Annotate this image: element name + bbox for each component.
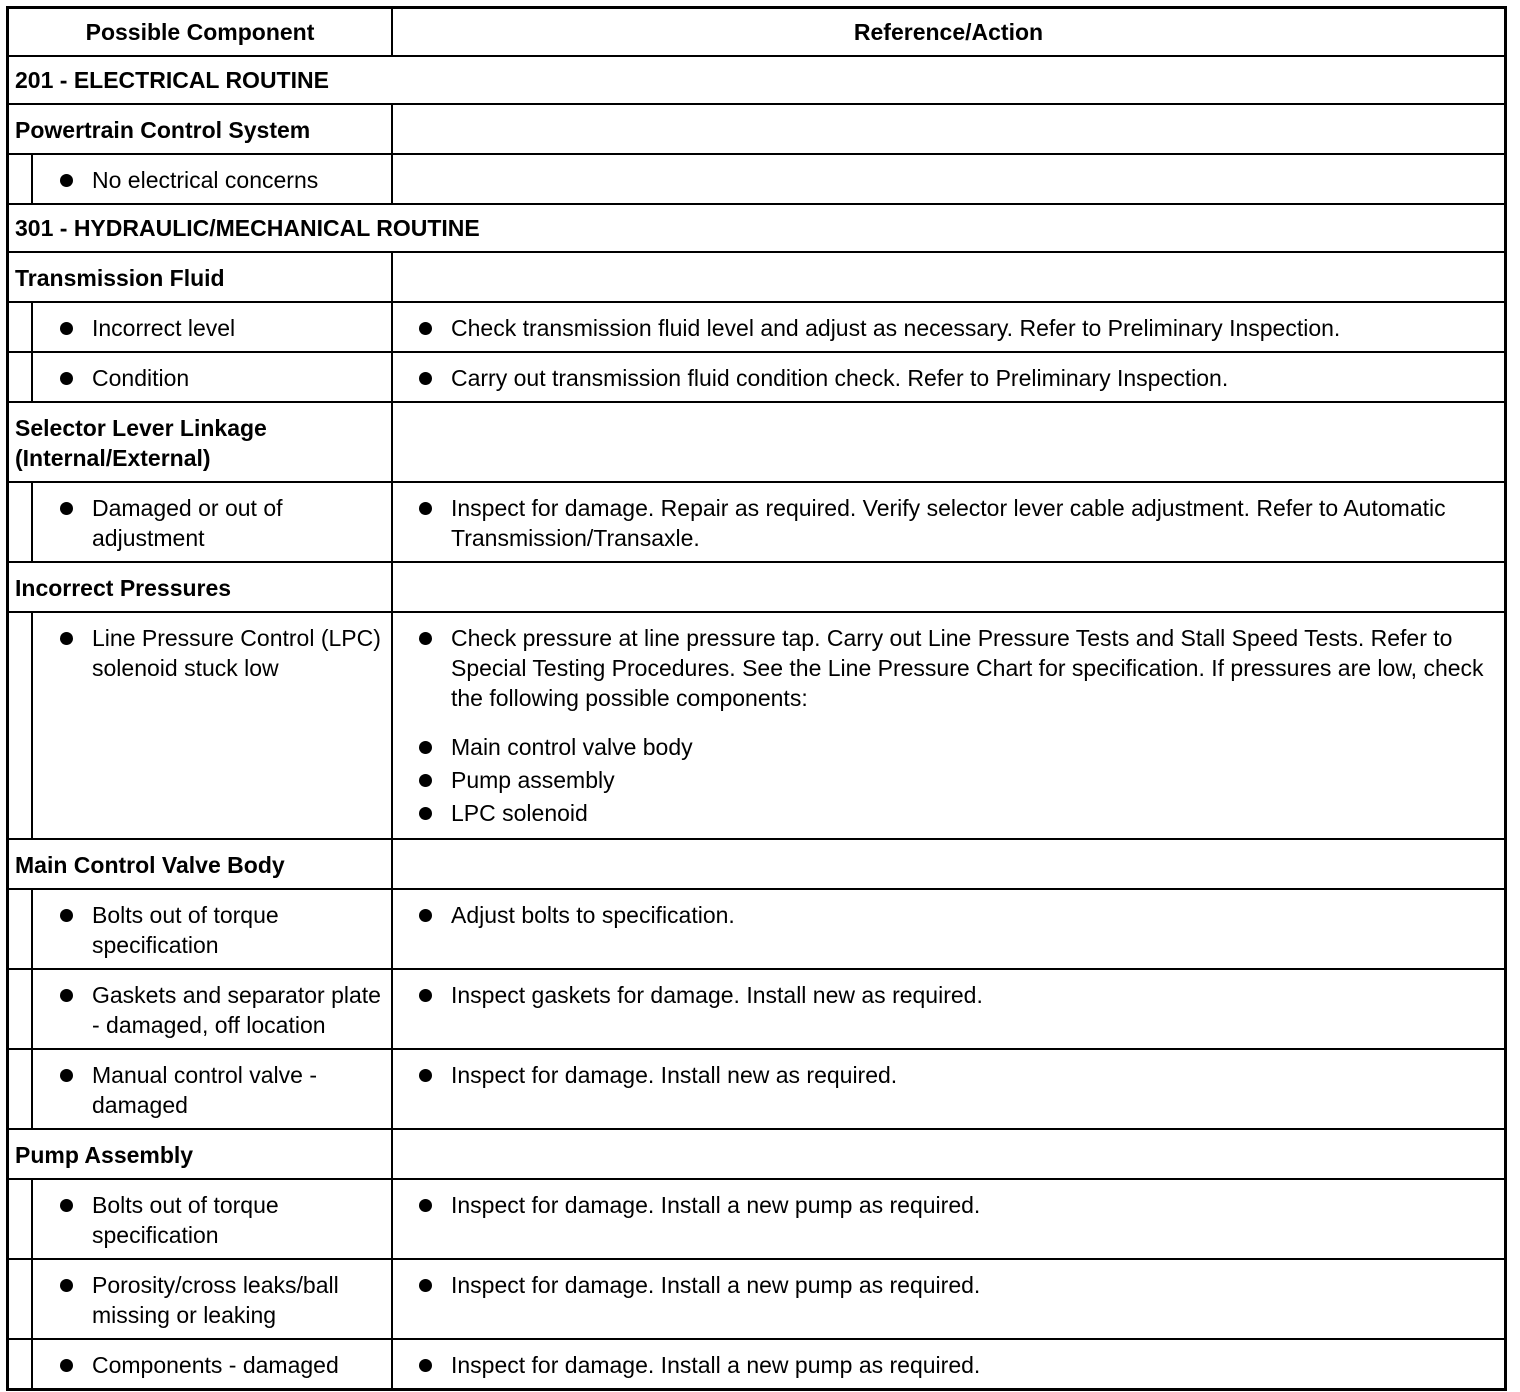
bullet-icon — [60, 174, 73, 187]
bullet-icon — [419, 322, 432, 335]
bullet-icon — [419, 1359, 432, 1372]
group-title: Pump Assembly — [9, 1130, 393, 1178]
empty-action-cell — [393, 563, 1504, 611]
empty-action-cell — [393, 840, 1504, 888]
list-item: Main control valve body — [419, 731, 1492, 764]
action-text: Inspect for damage. Repair as required. Verify selector lever cable adjustment. Refer to Automatic Transmission/Transaxle. — [451, 495, 1446, 551]
table-row — [9, 1338, 1504, 1388]
component-text: Incorrect level — [92, 315, 236, 341]
group-title: Powertrain Control System — [9, 105, 393, 153]
group-row-incorrect-pressures — [9, 561, 1504, 611]
bullet-icon — [60, 1359, 73, 1372]
table-header-row — [9, 9, 1504, 55]
component-text: Bolts out of torque specification — [92, 902, 279, 958]
bullet-icon — [419, 909, 432, 922]
action-text: Check pressure at line pressure tap. Carry out Line Pressure Tests and Stall Speed Tests. Refer to Special Testing Procedures. See the Line Pressure Chart for specification. If pressures are low, check the following possible components: — [451, 625, 1484, 711]
component-text: Condition — [92, 365, 190, 391]
bullet-icon — [419, 807, 432, 820]
table-row — [9, 1258, 1504, 1338]
bullet-icon — [419, 632, 432, 645]
bullet-icon — [419, 989, 432, 1002]
component-text: Gaskets and separator plate - damaged, off location — [92, 982, 381, 1038]
group-title: Main Control Valve Body — [9, 840, 393, 888]
empty-action-cell — [393, 155, 1504, 203]
table-row — [9, 481, 1504, 561]
header-possible-component: Possible Component — [9, 9, 393, 55]
component-text: Porosity/cross leaks/ball missing or leaking — [92, 1272, 339, 1328]
section-301-hydraulic-mechanical-routine: 301 - HYDRAULIC/MECHANICAL ROUTINE — [9, 203, 1504, 251]
bullet-icon — [60, 372, 73, 385]
bullet-icon — [60, 1199, 73, 1212]
component-text: No electrical concerns — [92, 167, 319, 193]
action-text: Inspect for damage. Install a new pump as required. — [451, 1272, 981, 1298]
list-item: LPC solenoid — [419, 797, 1492, 830]
bullet-icon — [60, 989, 73, 1002]
section-201-electrical-routine: 201 - ELECTRICAL ROUTINE — [9, 55, 1504, 103]
header-reference-action: Reference/Action — [853, 19, 1044, 45]
empty-action-cell — [393, 253, 1504, 301]
group-row-pump-assembly — [9, 1128, 1504, 1178]
group-title: Selector Lever Linkage (Internal/External) — [9, 403, 393, 481]
table-row — [9, 1178, 1504, 1258]
component-text: Line Pressure Control (LPC) solenoid stuck low — [92, 625, 381, 681]
bullet-icon — [60, 322, 73, 335]
sub-component-list — [419, 731, 1492, 830]
bullet-icon — [60, 632, 73, 645]
table-row — [9, 153, 1504, 203]
component-text: Components - damaged — [92, 1352, 339, 1378]
action-text: Adjust bolts to specification. — [451, 902, 735, 928]
bullet-icon — [419, 774, 432, 787]
group-row-selector-lever-linkage — [9, 401, 1504, 481]
table-row — [9, 301, 1504, 351]
group-row-powertrain-control-system — [9, 103, 1504, 153]
bullet-icon — [60, 1069, 73, 1082]
component-text: Damaged or out of adjustment — [92, 495, 283, 551]
empty-action-cell — [393, 403, 1504, 481]
group-row-transmission-fluid — [9, 251, 1504, 301]
bullet-icon — [60, 502, 73, 515]
empty-action-cell — [393, 105, 1504, 153]
component-text: Manual control valve - damaged — [92, 1062, 317, 1118]
diagnostic-table — [6, 6, 1507, 1391]
group-title: Incorrect Pressures — [9, 563, 393, 611]
action-text: Inspect for damage. Install new as required. — [451, 1062, 898, 1088]
bullet-icon — [60, 1279, 73, 1292]
table-row — [9, 888, 1504, 968]
bullet-icon — [60, 909, 73, 922]
action-text: Inspect for damage. Install a new pump as required. — [451, 1192, 981, 1218]
table-row — [9, 351, 1504, 401]
empty-action-cell — [393, 1130, 1504, 1178]
table-row — [9, 1048, 1504, 1128]
component-text: Bolts out of torque specification — [92, 1192, 279, 1248]
bullet-icon — [419, 1279, 432, 1292]
bullet-icon — [419, 1069, 432, 1082]
action-text: Carry out transmission fluid condition check. Refer to Preliminary Inspection. — [451, 365, 1229, 391]
bullet-icon — [419, 741, 432, 754]
action-text: Inspect gaskets for damage. Install new as required. — [451, 982, 983, 1008]
group-row-main-control-valve-body — [9, 838, 1504, 888]
table-row — [9, 968, 1504, 1048]
bullet-icon — [419, 502, 432, 515]
action-text: Inspect for damage. Install a new pump as required. — [451, 1352, 981, 1378]
bullet-icon — [419, 372, 432, 385]
group-title: Transmission Fluid — [9, 253, 393, 301]
bullet-icon — [419, 1199, 432, 1212]
list-item: Pump assembly — [419, 764, 1492, 797]
action-text: Check transmission fluid level and adjust as necessary. Refer to Preliminary Inspection. — [451, 315, 1341, 341]
table-row — [9, 611, 1504, 838]
